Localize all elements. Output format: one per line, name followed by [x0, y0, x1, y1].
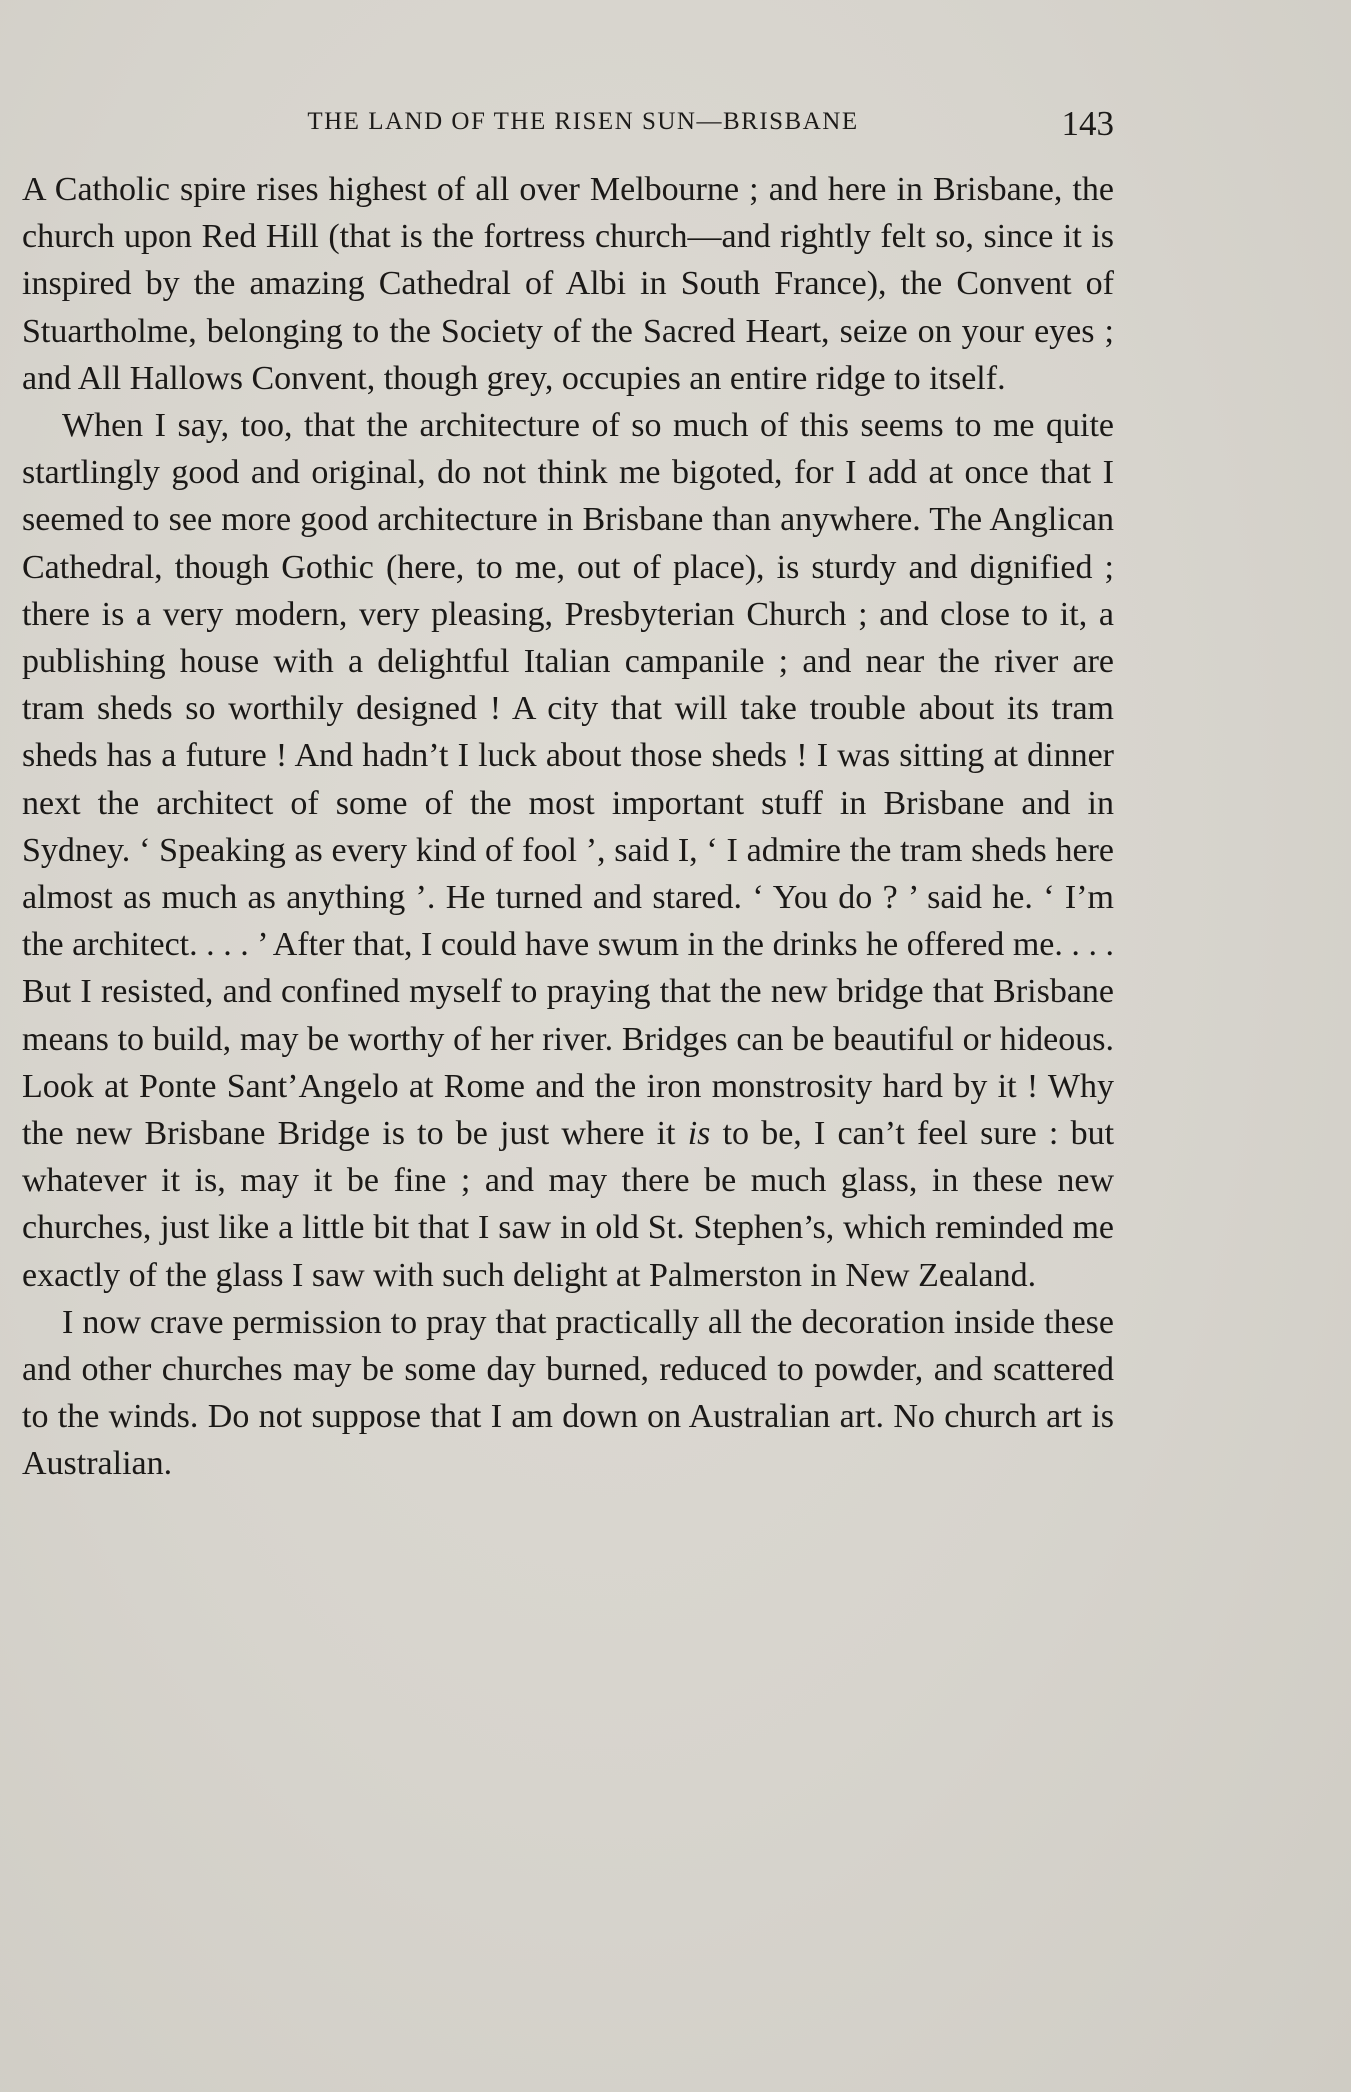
- page-number: 143: [1061, 104, 1114, 143]
- paragraph-2: [22, 402, 1114, 1299]
- body-text: [22, 166, 1114, 1488]
- running-head: [22, 104, 1114, 144]
- running-title: THE LAND OF THE RISEN SUN—BRISBANE: [307, 108, 859, 135]
- paragraph-2-part-2: to be, I can’t feel sure : but whatever it is, may it be fine ; and may there be much glass, in these new churches, just like a little bit that I saw in old St. Stephen’s, which reminded me exactly of the glass I saw with such delight at Palmerston in New Zealand.: [22, 1115, 1115, 1294]
- paragraph-2-emphasis: is: [687, 1115, 711, 1153]
- paragraph-2-part-1: When I say, too, that the architecture of so much of this seems to me quite startlingly good and original, do not think me bigoted, for I add at once that I seemed to see more good architecture in Brisbane than anywhere. The Anglican Cathedral, though Gothic (here, to me, out of place), is sturdy and dignified ; there is a very modern, very pleasing, Presbyterian Church ; and close to it, a publishing house with a delightful Italian campanile ; and near the river are tram sheds so worthily designed ! A city that will take trouble about its tram sheds has a future ! And hadn’t I luck about those sheds ! I was sitting at dinner next the architect of some of the most important stuff in Brisbane and in Sydney. ‘ Speaking as every kind of fool ’, said I, ‘ I admire the tram sheds here almost as much as anything ’. He turned and stared. ‘ You do ? ’ said he. ‘ I’m the architect. . . . ’ After that, I could have swum in the drinks he offered me. . . . But I resisted, and confined myself to praying that the new bridge that Brisbane means to build, may be worthy of her river. Bridges can be beautiful or hideous. Look at Ponte Sant’Angelo at Rome and the iron monstrosity hard by it ! Why the new Brisbane Bridge is to be just where it: [22, 407, 1114, 1153]
- paragraph-1: A Catholic spire rises highest of all over Melbourne ; and here in Brisbane, the church upon Red Hill (that is the fortress church—and rightly felt so, since it is inspired by the amazing Cathedral of Albi in South France), the Convent of Stuartholme, belonging to the Society of the Sacred Heart, seize on your eyes ; and All Hallows Convent, though grey, occupies an entire ridge to itself.: [22, 171, 1114, 397]
- paragraph-3: I now crave permission to pray that practically all the decoration inside these and other churches may be some day burned, reduced to powder, and scattered to the winds. Do not suppose that I am down on Australian art. No church art is Australian.: [22, 1303, 1114, 1483]
